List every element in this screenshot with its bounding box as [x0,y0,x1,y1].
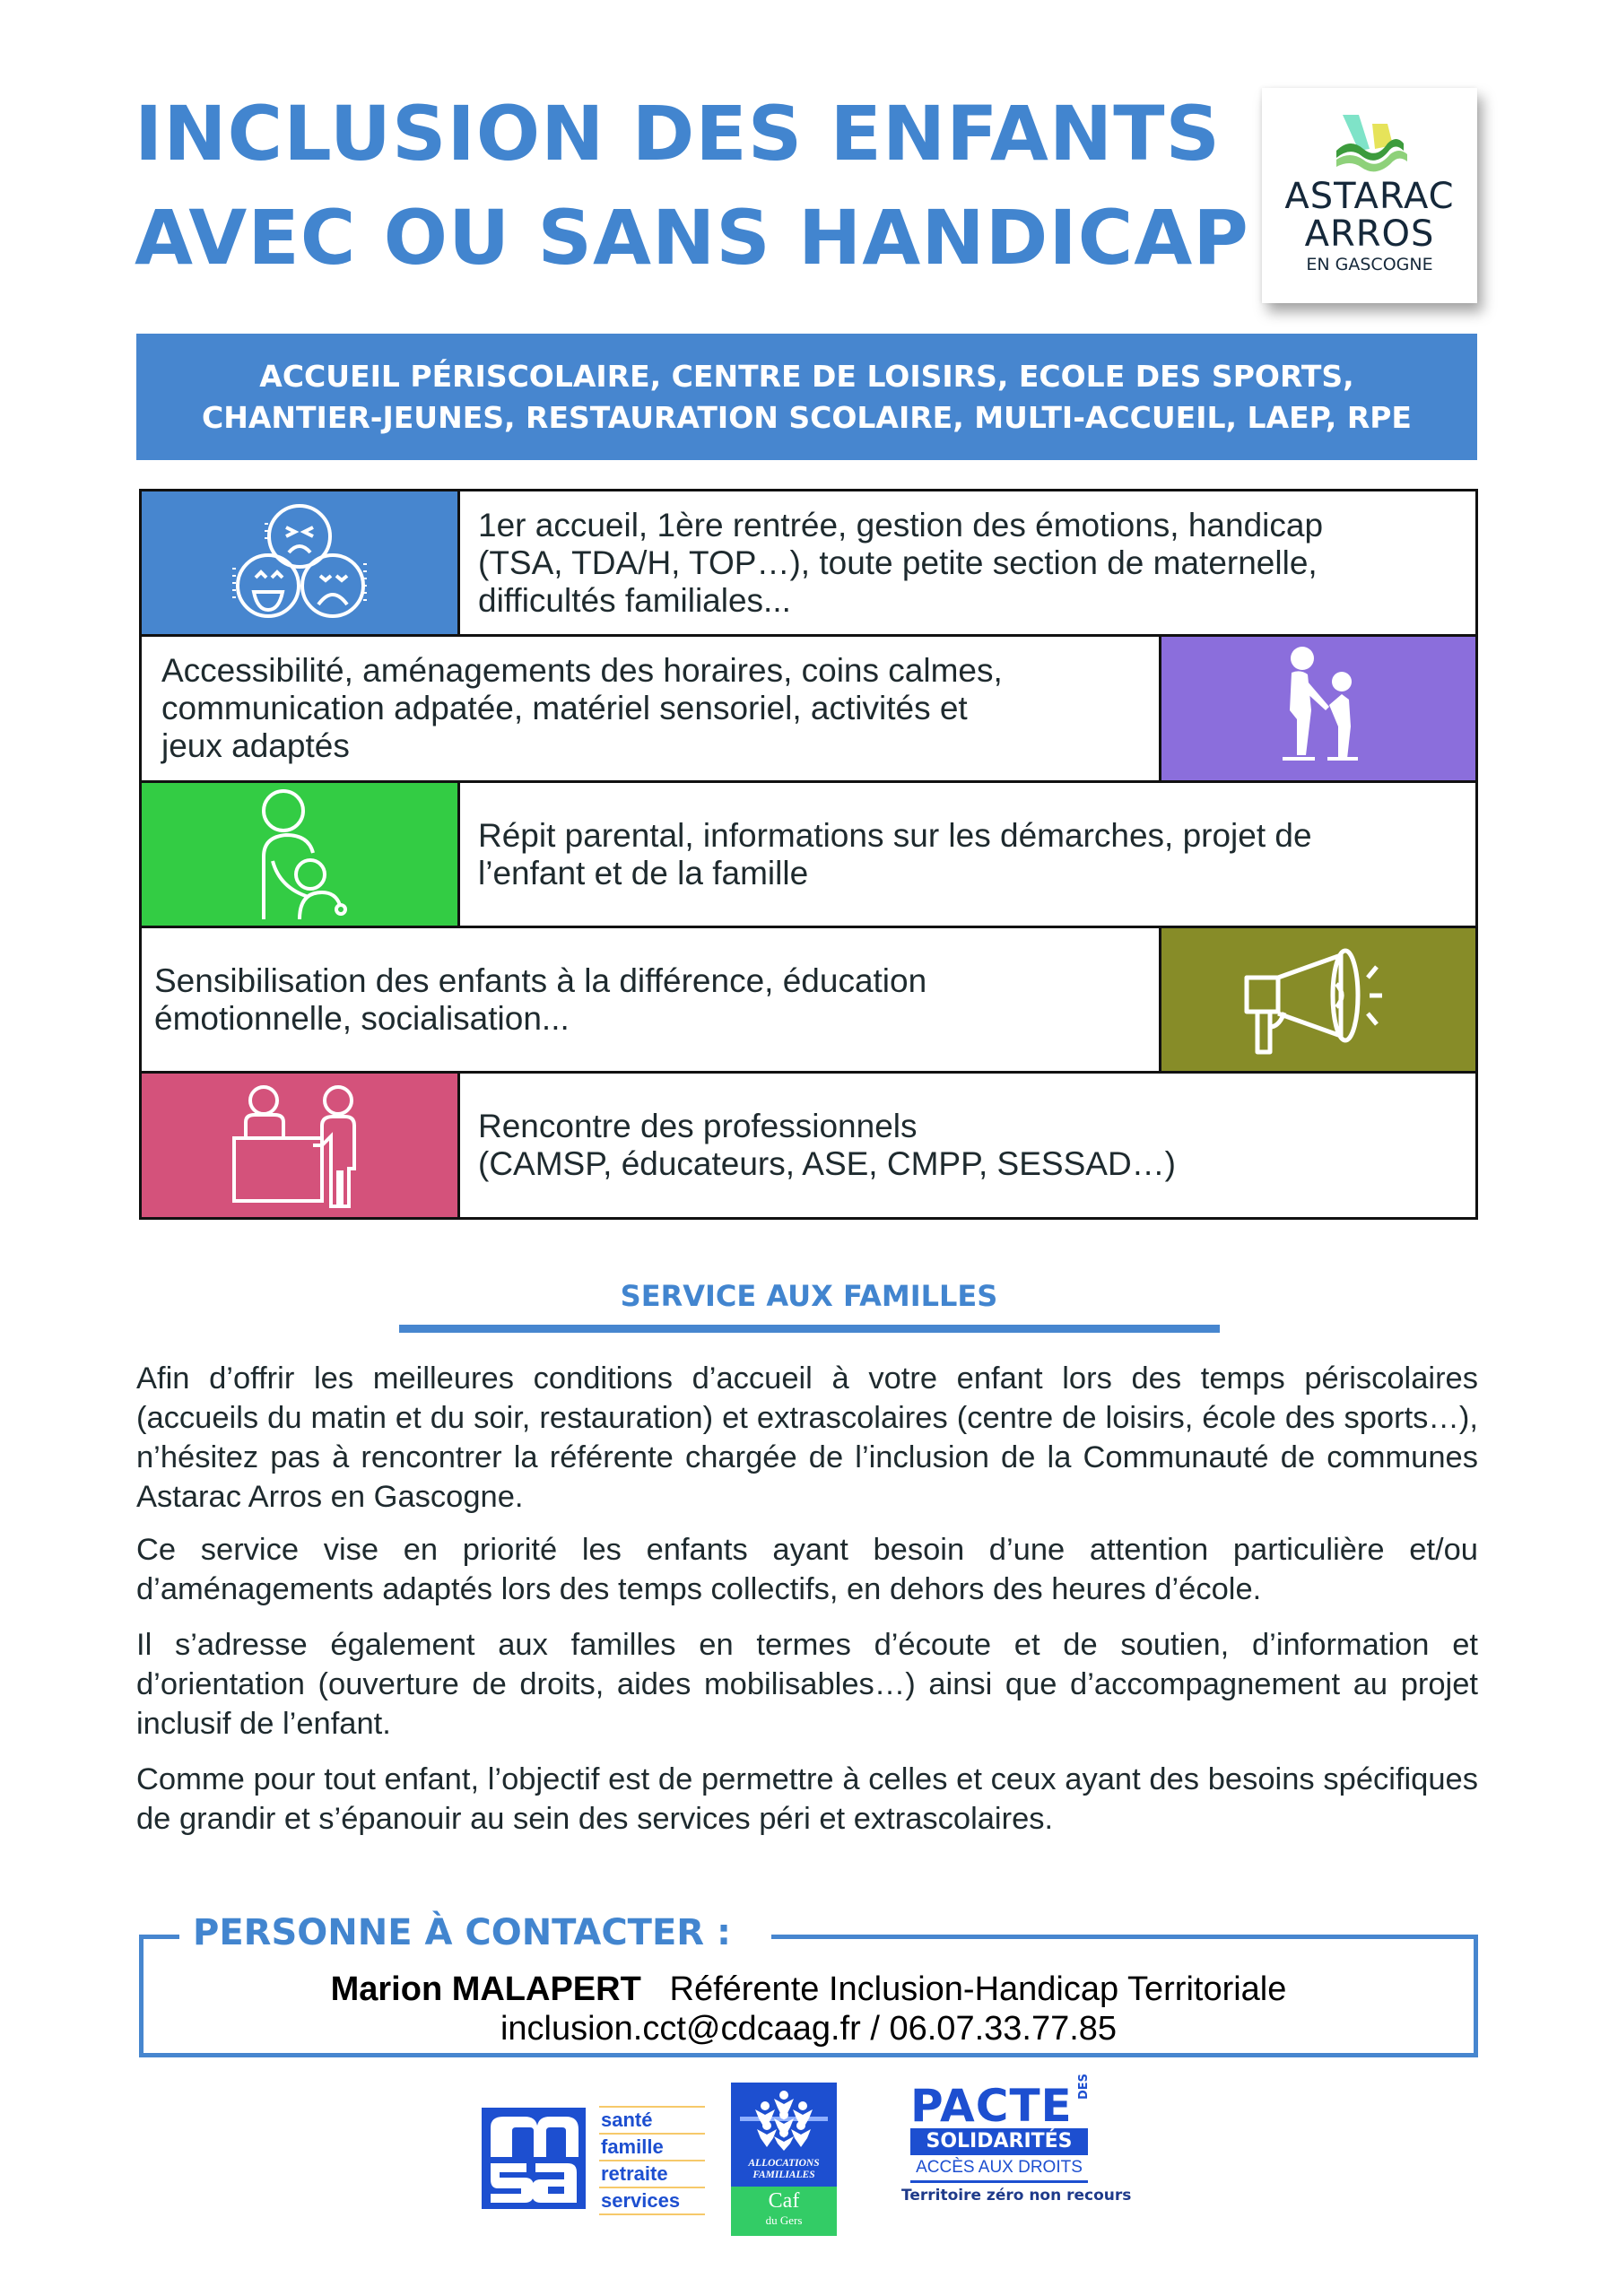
paragraph: Il s’adresse également aux familles en termes d’écoute et de soutien, d’information et d’orientation (ouverture de droits, aides mobilisables…) ainsi que d’accompagnement au projet inclusif de l’enfant. [136,1628,1478,1741]
page-title-line-1: INCLUSION DES ENFANTS [135,90,1222,178]
row-text-line: jeux adaptés [161,727,350,764]
caf-line: ALLOCATIONS [748,2158,820,2169]
table-row [142,637,1475,783]
logo-line-gascogne: EN GASCOGNE [1306,255,1433,274]
logo-line-arros: ARROS [1304,213,1435,255]
reception-desk-icon [142,1074,460,1217]
row-text [460,491,1475,634]
row-text-line: Accessibilité, aménagements des horaires, coins calmes, [161,652,1003,689]
msa-logo [482,2108,586,2209]
contact-email[interactable]: inclusion.cct@cdcaag.fr [500,2010,861,2048]
mountain-wave-logo-icon [1332,115,1413,173]
astarac-arros-logo [1262,88,1477,303]
row-text [460,1074,1475,1217]
megaphone-icon [1159,928,1475,1071]
contact-box-border [771,1935,1478,1939]
pacte-des: DES [1077,2073,1091,2100]
contact-box-border [139,1935,179,1939]
row-text-line: (TSA, TDA/H, TOP…), toute petite section de maternelle, [478,544,1318,581]
services-banner [136,334,1477,460]
pacte-tagline: Territoire zéro non recours [901,2187,1132,2205]
table-row [142,491,1475,637]
caf-name: Caf [768,2189,800,2213]
section-title: SERVICE AUX FAMILLES [620,1279,998,1313]
contact-role: Référente Inclusion-Handicap Territoriale [669,1970,1287,2008]
inclusion-table [139,489,1478,1220]
banner-line-2: CHANTIER-JEUNES, RESTAURATION SCOLAIRE, MULTI-ACCUEIL, LAEP, RPE [202,399,1412,435]
row-text-line: difficultés familiales... [478,581,791,619]
pacte-title: PACTE [910,2080,1073,2132]
row-text-line: 1er accueil, 1ère rentrée, gestion des émotions, handicap [478,506,1324,544]
caf-children-icon [738,2088,830,2151]
table-row [142,1074,1475,1217]
paragraph: Comme pour tout enfant, l’objectif est de permettre à celles et ceux ayant des besoins spécifiques de grandir et s’épanouir au sein des services péri et extrascolaires. [136,1762,1478,1836]
table-row [142,783,1475,928]
row-text-line: Répit parental, informations sur les démarches, projet de [478,816,1312,854]
row-text-line: émotionnelle, socialisation... [154,999,570,1037]
row-text [142,928,1159,1071]
pacte-acces: ACCÈS AUX DROITS [910,2155,1088,2183]
parent-child-icon [142,783,460,926]
contact-heading: PERSONNE À CONTACTER : [193,1912,731,1953]
logo-line-astarac: ASTARAC [1284,176,1455,217]
msa-word: services [599,2187,705,2215]
contact-name: Marion MALAPERT [330,1970,641,2008]
row-text-line: l’enfant et de la famille [478,854,809,891]
paragraph: Ce service vise en priorité les enfants ayant besoin d’une attention particulière et/ou d’aménagements adaptés lors des temps collectifs, en dehors des heures d’école. [136,1533,1478,1606]
msa-word: santé [599,2106,705,2133]
section-divider [399,1325,1220,1333]
page-title-line-2: AVEC OU SANS HANDICAP [135,194,1249,282]
adult-child-handshake-icon [1159,637,1475,780]
row-text-line: Sensibilisation des enfants à la différence, éducation [154,961,927,999]
pacte-solidarites: SOLIDARITÉS [910,2128,1088,2155]
contact-name-line [139,1970,1478,2009]
row-text-line: Rencontre des professionnels [478,1108,918,1144]
contact-phone[interactable]: 06.07.33.77.85 [889,2010,1118,2048]
msa-word: retraite [599,2160,705,2187]
paragraph: Afin d’offrir les meilleures conditions d’accueil à votre enfant lors des temps périscolaires (accueils du matin et du soir, restauration) et extrascolaires (centre de loisirs, école des sports…), n’hésitez pas à rencontrer la référente chargée de l’inclusion de la Communauté de communes Astarac Arros en Gascogne. [136,1361,1478,1514]
msa-tagline [599,2106,705,2215]
pacte-solidarites-logo [901,2073,1144,2205]
emotions-faces-icon [142,491,460,634]
table-row [142,928,1475,1074]
row-text [142,637,1159,780]
banner-line-1: ACCUEIL PÉRISCOLAIRE, CENTRE DE LOISIRS, ECOLE DES SPORTS, [259,358,1354,394]
caf-sub: du Gers [765,2213,803,2227]
contact-details-line [139,2010,1478,2048]
contact-separator: / [860,2010,890,2048]
caf-logo [731,2083,837,2236]
row-text-line: communication adpatée, matériel sensoriel, activités et [161,690,968,726]
row-text-line: (CAMSP, éducateurs, ASE, CMPP, SESSAD…) [478,1145,1176,1182]
msa-mark-icon [482,2108,586,2209]
msa-word: famille [599,2133,705,2160]
caf-line: FAMILIALES [752,2170,815,2180]
row-text [460,783,1475,926]
